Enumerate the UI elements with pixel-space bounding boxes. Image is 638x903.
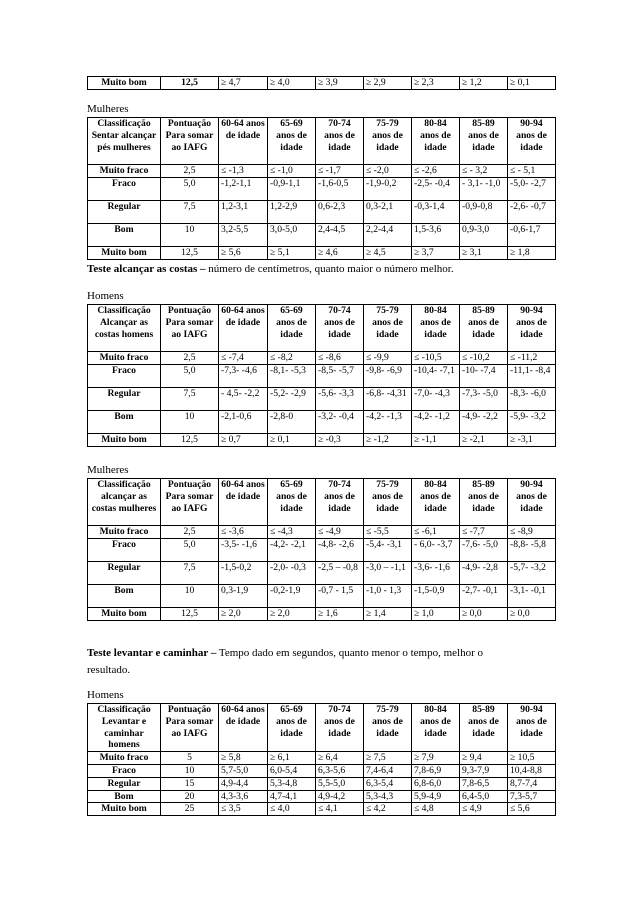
score-cell: 5,0 [161,364,219,387]
classification-header: Classificação Alcançar as costas homens [88,305,161,352]
value-cell: -3,6- -1,6 [412,561,460,584]
value-cell: ≥ 7,9 [412,752,460,765]
age-header: 75-79 anos de idade [364,479,412,526]
value-cell: -0,3-1,4 [412,200,460,223]
table-row [88,77,556,90]
age-header: 75-79 anos de idade [364,704,412,752]
score-cell: 7,5 [161,561,219,584]
table-row [88,607,556,620]
value-cell: ≤ 4,1 [316,803,364,816]
score-cell: 2,5 [161,526,219,539]
score-cell: 12,5 [161,433,219,446]
value-cell: ≤ -7,4 [219,352,268,365]
value-cell: ≥ 6,4 [316,752,364,765]
age-header: 85-89 anos de idade [460,704,508,752]
value-cell: ≥ 2,3 [412,77,460,90]
classification-cell: Fraco [88,764,161,777]
score-cell: 5 [161,752,219,765]
value-cell: -0,6-1,7 [508,223,556,246]
value-cell: ≤ -10,2 [460,352,508,365]
classification-cell: Regular [88,200,161,223]
value-cell: 1,5-3,6 [412,223,460,246]
value-cell: ≤ -8,9 [508,526,556,539]
age-header: 60-64 anos de idade [219,305,268,352]
value-cell: -3,2- -0,4 [316,410,364,433]
value-cell: 0,6-2,3 [316,200,364,223]
age-header: 70-74 anos de idade [316,704,364,752]
table-row [88,790,556,803]
table-row [88,803,556,816]
age-header: 70-74 anos de idade [316,118,364,165]
section-1-table [87,304,556,447]
value-cell: -0,2-1,9 [268,584,316,607]
table-header-row [88,479,556,526]
value-cell: -7,3- -4,6 [219,364,268,387]
value-cell: -5,9- -3,2 [508,410,556,433]
value-cell: -4,2- -1,3 [364,410,412,433]
value-cell: ≥ 1,6 [316,607,364,620]
classification-header: Classificação Levantar e caminhar homens [88,704,161,752]
table-row [88,764,556,777]
value-cell: ≥ 4,6 [316,246,364,259]
value-cell: -5,6- -3,3 [316,387,364,410]
value-cell: - 3,1- -1,0 [460,177,508,200]
value-cell: 7,8-6,9 [412,764,460,777]
table-row [88,584,556,607]
score-cell: 15 [161,777,219,790]
age-header: 65-69 anos de idade [268,479,316,526]
value-cell: 1,2-2,9 [268,200,316,223]
value-cell: -1,9-0,2 [364,177,412,200]
value-cell: 8,7-7,4 [508,777,556,790]
value-cell: ≥ -2,1 [460,433,508,446]
value-cell: ≤ -9,9 [364,352,412,365]
score-cell: 12,5 [161,607,219,620]
value-cell: ≤ -1,7 [316,165,364,178]
value-cell: -7,6- -5,0 [460,538,508,561]
score-header: Pontuação Para somar ao IAFG [161,305,219,352]
table-row [88,410,556,433]
age-header: 90-94 anos de idade [508,118,556,165]
value-cell: ≥ 3,7 [412,246,460,259]
age-header: 60-64 anos de idade [219,118,268,165]
value-cell: -8,5- -5,7 [316,364,364,387]
classification-cell: Muito fraco [88,352,161,365]
value-cell: ≥ 0,0 [460,607,508,620]
value-cell: -4,8- -2,6 [316,538,364,561]
value-cell: ≤ 4,0 [268,803,316,816]
score-cell: 12,5 [161,77,219,90]
value-cell: ≥ 4,0 [268,77,316,90]
value-cell: -4,9- -2,2 [460,410,508,433]
table-row [88,246,556,259]
value-cell: ≥ -0,3 [316,433,364,446]
value-cell: 4,7-4,1 [268,790,316,803]
age-header: 90-94 anos de idade [508,479,556,526]
value-cell: -0,9-0,8 [460,200,508,223]
value-cell: ≥ 9,4 [460,752,508,765]
age-header: 90-94 anos de idade [508,704,556,752]
classification-cell: Regular [88,777,161,790]
value-cell: ≥ 1,8 [508,246,556,259]
value-cell: ≥ 2,0 [268,607,316,620]
classification-cell: Muito bom [88,246,161,259]
score-cell: 20 [161,790,219,803]
value-cell: -10- -7,4 [460,364,508,387]
value-cell: ≤ -6,1 [412,526,460,539]
table-row [88,752,556,765]
score-cell: 5,0 [161,177,219,200]
age-header: 65-69 anos de idade [268,118,316,165]
score-header: Pontuação Para somar ao IAFG [161,479,219,526]
value-cell: -5,2- -2,9 [268,387,316,410]
value-cell: -1,5-0,2 [219,561,268,584]
value-cell: -2,0- -0,3 [268,561,316,584]
value-cell: 0,9-3,0 [460,223,508,246]
value-cell: ≤ -10,5 [412,352,460,365]
table-row [88,538,556,561]
value-cell: -2,8-0 [268,410,316,433]
classification-cell: Muito fraco [88,752,161,765]
classification-cell: Bom [88,790,161,803]
value-cell: 3,0-5,0 [268,223,316,246]
value-cell: -5,4- -3,1 [364,538,412,561]
value-cell: ≥ 5,8 [219,752,268,765]
age-header: 60-64 anos de idade [219,704,268,752]
value-cell: -3,1- -0,1 [508,584,556,607]
table-row [88,223,556,246]
value-cell: ≤ -1,0 [268,165,316,178]
value-cell: -2,6- -0,7 [508,200,556,223]
value-cell: ≥ 4,5 [364,246,412,259]
value-cell: ≥ 3,1 [460,246,508,259]
age-header: 85-89 anos de idade [460,118,508,165]
value-cell: ≤ - 5,1 [508,165,556,178]
score-cell: 2,5 [161,352,219,365]
value-cell: ≥ 0,1 [508,77,556,90]
value-cell: 9,3-7,9 [460,764,508,777]
value-cell: -2,1-0,6 [219,410,268,433]
value-cell: 7,3-5,7 [508,790,556,803]
age-header: 80-84 anos de idade [412,118,460,165]
value-cell: - 4,5- -2,2 [219,387,268,410]
age-header: 85-89 anos de idade [460,479,508,526]
age-header: 90-94 anos de idade [508,305,556,352]
table-header-row [88,704,556,752]
table-header-row [88,118,556,165]
value-cell: -1,0 - 1,3 [364,584,412,607]
classification-cell: Fraco [88,177,161,200]
value-cell: ≥ 10,5 [508,752,556,765]
value-cell: 3,2-5,5 [219,223,268,246]
section-heading-line2: resultado. [87,664,131,676]
value-cell: ≥ 6,1 [268,752,316,765]
value-cell: ≥ -1,1 [412,433,460,446]
section-heading-bold: Teste alcançar as costas – [87,263,206,275]
value-cell: -7,3- -5,0 [460,387,508,410]
table-row [88,200,556,223]
table-row [88,433,556,446]
classification-header: Classificação alcançar as costas mulheres [88,479,161,526]
value-cell: 4,3-3,6 [219,790,268,803]
value-cell: ≤ - 3,2 [460,165,508,178]
value-cell: ≥ 7,5 [364,752,412,765]
value-cell: ≥ 1,2 [460,77,508,90]
section-2-table [87,478,556,621]
value-cell: ≥ 2,0 [219,607,268,620]
value-cell: -8,3- -6,0 [508,387,556,410]
value-cell: ≤ -8,6 [316,352,364,365]
value-cell: -10,4- -7,1 [412,364,460,387]
value-cell: -1,6-0,5 [316,177,364,200]
value-cell: -4,2- -1,2 [412,410,460,433]
section-3-table [87,703,556,816]
table-row [88,526,556,539]
value-cell: ≤ 4,9 [460,803,508,816]
section-heading-bold: Teste levantar e caminhar – [87,647,217,659]
classification-cell: Fraco [88,364,161,387]
value-cell: ≤ -1,3 [219,165,268,178]
section-heading [87,263,454,276]
value-cell: -2,5 – -0,8 [316,561,364,584]
age-header: 80-84 anos de idade [412,479,460,526]
value-cell: ≥ 0,0 [508,607,556,620]
table-row [88,777,556,790]
classification-cell: Bom [88,223,161,246]
value-cell: 0,3-2,1 [364,200,412,223]
classification-cell: Muito fraco [88,165,161,178]
value-cell: -7,0- -4,3 [412,387,460,410]
value-cell: ≥ 1,4 [364,607,412,620]
value-cell: -3,0 – -1,1 [364,561,412,584]
value-cell: -5,7- -3,2 [508,561,556,584]
score-header: Pontuação Para somar ao IAFG [161,704,219,752]
value-cell: ≤ -11,2 [508,352,556,365]
value-cell: ≤ -3,6 [219,526,268,539]
value-cell: ≤ -5,5 [364,526,412,539]
value-cell: 2,4-4,5 [316,223,364,246]
value-cell: -9,8- -6,9 [364,364,412,387]
table-row [88,165,556,178]
value-cell: ≥ 0,1 [268,433,316,446]
value-cell: 4,9-4,2 [316,790,364,803]
value-cell: 7,4-6,4 [364,764,412,777]
value-cell: ≤ 5,6 [508,803,556,816]
value-cell: ≥ 0,7 [219,433,268,446]
score-header: Pontuação Para somar ao IAFG [161,118,219,165]
value-cell: ≤ -7,7 [460,526,508,539]
age-header: 80-84 anos de idade [412,305,460,352]
age-header: 60-64 anos de idade [219,479,268,526]
value-cell: 7,8-6,5 [460,777,508,790]
value-cell: 2,2-4,4 [364,223,412,246]
value-cell: 5,9-4,9 [412,790,460,803]
value-cell: 6,8-6,0 [412,777,460,790]
classification-cell: Muito bom [88,607,161,620]
value-cell: 6,3-5,4 [364,777,412,790]
classification-cell: Bom [88,584,161,607]
age-header: 70-74 anos de idade [316,479,364,526]
value-cell: 5,7-5,0 [219,764,268,777]
value-cell: -2,5- -0,4 [412,177,460,200]
table-row [88,364,556,387]
score-cell: 5,0 [161,538,219,561]
top-row-table [87,76,556,90]
value-cell: -11,1- -8,4 [508,364,556,387]
group-label: Homens [87,290,124,302]
value-cell: 1,2-3,1 [219,200,268,223]
value-cell: ≥ 3,9 [316,77,364,90]
value-cell: ≤ 4,2 [364,803,412,816]
value-cell: -0,9-1,1 [268,177,316,200]
value-cell: 6,3-5,6 [316,764,364,777]
score-cell: 7,5 [161,200,219,223]
table-row [88,387,556,410]
value-cell: ≥ -1,2 [364,433,412,446]
section-heading [87,647,483,660]
value-cell: -2,7- -0,1 [460,584,508,607]
value-cell: 10,4-8,8 [508,764,556,777]
table-row [88,352,556,365]
classification-cell: Fraco [88,538,161,561]
value-cell: ≤ -8,2 [268,352,316,365]
classification-cell: Muito bom [88,433,161,446]
group-label: Mulheres [87,103,129,115]
value-cell: 0,3-1,9 [219,584,268,607]
value-cell: 5,3-4,8 [268,777,316,790]
score-cell: 10 [161,764,219,777]
value-cell: ≤ -4,9 [316,526,364,539]
age-header: 75-79 anos de idade [364,305,412,352]
age-header: 70-74 anos de idade [316,305,364,352]
value-cell: 6,0-5,4 [268,764,316,777]
value-cell: -1,5-0,9 [412,584,460,607]
score-cell: 10 [161,223,219,246]
value-cell: -4,9- -2,8 [460,561,508,584]
value-cell: -8,8- -5,8 [508,538,556,561]
score-cell: 25 [161,803,219,816]
value-cell: -6,8- -4,31 [364,387,412,410]
value-cell: ≥ -3,1 [508,433,556,446]
value-cell: -8,1- -5,3 [268,364,316,387]
age-header: 85-89 anos de idade [460,305,508,352]
classification-cell: Muito fraco [88,526,161,539]
value-cell: -5,0- -2,7 [508,177,556,200]
value-cell: - 6,0- -3,7 [412,538,460,561]
age-header: 80-84 anos de idade [412,704,460,752]
score-cell: 10 [161,584,219,607]
value-cell: 6,4-5,0 [460,790,508,803]
age-header: 75-79 anos de idade [364,118,412,165]
value-cell: ≤ -2,0 [364,165,412,178]
score-cell: 10 [161,410,219,433]
value-cell: 4,9-4,4 [219,777,268,790]
value-cell: 5,3-4,3 [364,790,412,803]
value-cell: ≤ -2,6 [412,165,460,178]
value-cell: -4,2- -2,1 [268,538,316,561]
value-cell: ≥ 5,1 [268,246,316,259]
classification-cell: Muito bom [88,77,161,90]
value-cell: 5,5-5,0 [316,777,364,790]
value-cell: ≥ 1,0 [412,607,460,620]
section-0-table [87,117,556,260]
value-cell: ≥ 4,7 [219,77,268,90]
value-cell: -1,2-1,1 [219,177,268,200]
value-cell: ≤ 4,8 [412,803,460,816]
table-header-row [88,305,556,352]
classification-cell: Regular [88,561,161,584]
age-header: 65-69 anos de idade [268,704,316,752]
value-cell: ≤ -4,3 [268,526,316,539]
value-cell: -3,5- -1,6 [219,538,268,561]
section-heading-text: Tempo dado em segundos, quanto menor o tempo, melhor o [216,647,483,659]
classification-cell: Regular [88,387,161,410]
score-cell: 2,5 [161,165,219,178]
classification-cell: Bom [88,410,161,433]
classification-cell: Muito bom [88,803,161,816]
group-label: Mulheres [87,464,129,476]
age-header: 65-69 anos de idade [268,305,316,352]
value-cell: -0,7 - 1,5 [316,584,364,607]
value-cell: ≥ 2,9 [364,77,412,90]
value-cell: ≤ 3,5 [219,803,268,816]
score-cell: 7,5 [161,387,219,410]
section-heading-text: número de centímetros, quanto maior o número melhor. [205,263,454,275]
table-row [88,561,556,584]
table-row [88,177,556,200]
classification-header: Classificação Sentar alcançar pés mulheres [88,118,161,165]
value-cell: ≥ 5,6 [219,246,268,259]
score-cell: 12,5 [161,246,219,259]
group-label: Homens [87,689,124,701]
